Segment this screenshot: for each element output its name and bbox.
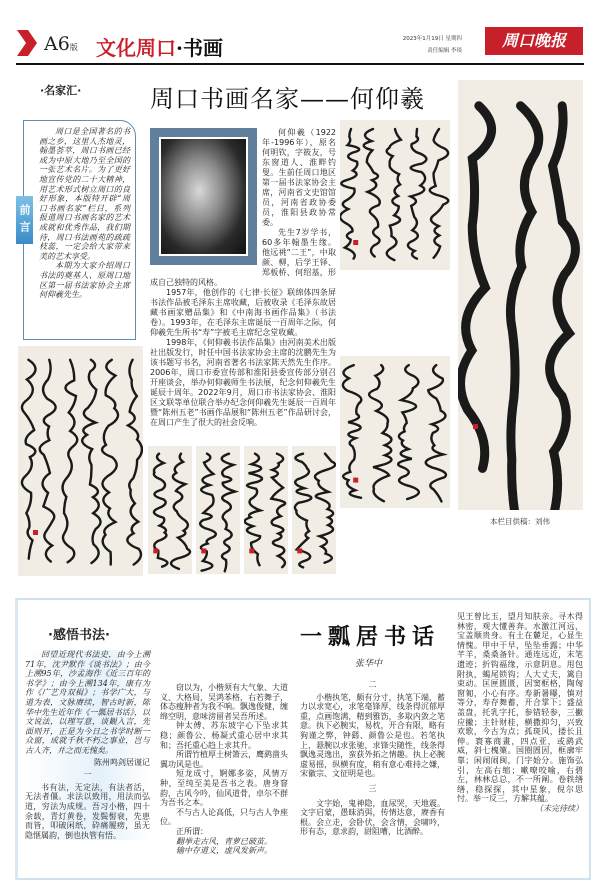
issue-info [350, 33, 462, 57]
essay-column-2 [160, 683, 288, 856]
brush-stroke [271, 454, 285, 567]
seal-stamp [353, 478, 358, 483]
portrait-photo [150, 128, 257, 265]
page-number [44, 33, 78, 55]
calligraphy-artwork [340, 356, 450, 508]
brush-stroke [22, 360, 36, 559]
poem-line: 输中存道义，虚风发新声。 [176, 846, 272, 856]
calligraphy-artwork [292, 446, 336, 574]
calligraphy-artwork-large [458, 80, 583, 510]
part-heading: 一 [83, 770, 92, 780]
intro-signature: 陈州鸣剑居谨记 [94, 757, 150, 767]
brush-stroke [426, 365, 446, 501]
seal-stamp [473, 424, 478, 429]
bio-paragraph: 先生7岁学书，60多年翰墨生缘。他远祧“二王”，中取颜、柳，后学王铎、郑板桥、何绍基，形成自己独特的风格。 [150, 228, 336, 287]
section-name: 文化周口 [96, 36, 176, 60]
brush-stroke [510, 106, 538, 510]
preface-paragraph: 周口是全国著名的书画之乡，这里人杰地灵，翰墨荟萃，周口书画已经成为中原大地乃至全国的一张艺术名片。为了更好地宣传党的二十大精神，用艺术形式树立周口的良好形象，本版特开辟“周口书画名家”栏目，系列报道周口书画名家的艺术成就和优秀作品，我们期待，周口书法画苑的疏疏枝蕊，一定会给大家带来美的艺术享受。 [39, 127, 130, 261]
brush-stroke [127, 360, 142, 565]
brush-stroke [460, 106, 491, 469]
brush-stroke [63, 360, 78, 562]
seal-stamp [33, 530, 38, 535]
essay-paragraph: 窃以为，小楷须有大气象、大道义、大格局，吴鸿苯格，右若舞子，体态瘦肿者为我不响。飘逸俊健，缠绵空明，意味滂留者吴吾所述。 [160, 683, 288, 721]
preface-tag: 前言 [16, 196, 33, 244]
essay-column-1 [25, 650, 150, 840]
bio-block [150, 128, 336, 440]
essay-title: 一瓢居书话 [300, 624, 441, 650]
bio-paragraph: 何仰羲（1922年-1996年），原名何明钦，字筱友，号东窗道人、淮畔钓叟。生前任周口地区第一届书法家协会主席，河南省文史馆馆员，河南省政协委员，淮阳县政协常委。 [262, 128, 336, 227]
brush-stroke [430, 129, 448, 258]
preface-box [23, 120, 136, 340]
essay-column-4 [457, 612, 583, 813]
bio-paragraph: 1998年，《何仰羲书法作品集》由河南美术出版社出版发行，时任中国书法家协会主席的沈鹏先生为该书题写书名，河南省著名书法家陈天然先生作序。2006年，周口市委宣传部和淮阳县委宣传部分别召开座谈会，举办何仰羲师生书法展，纪念何仰羲先生诞辰十周年。2022年9月，周口市书法家协会、淮阳区文联等单位联合举办纪念何仰羲先生诞辰一百周年暨“陈州五老”书画作品展和“陈州五老”作品研讨会，在周口产生了很大的社会反响。 [150, 338, 336, 427]
brush-stroke [369, 365, 391, 501]
essay-paragraph: 小楷执笔，颇有分寸，执笔下端，蓄力以求宽心，求笔毫锋厚，线条得沉郁厚重，点画饱满，精到雅饬，多取内敛之笔意。执下必腕实，易枕，开合有限，略有狗谨之弊，钟繇、颜鲁公是也。若笔执上，悬腕以求张驰，求锋尖随性，线条得飘逸灵逸出，蛮获外拓之情趣。执上必腕虚易摇，纵横有度，稍有意心难持之嫌，宋徽宗、文征明是也。 [300, 692, 445, 779]
part-heading: 二 [368, 680, 377, 689]
brush-stroke [82, 360, 100, 563]
seal-stamp [297, 548, 302, 553]
column-tag: ·名家汇· [40, 84, 82, 97]
seal-stamp [153, 548, 158, 553]
essay-paragraph: 正所谓： [176, 826, 208, 836]
brush-stroke [387, 129, 401, 260]
calligraphy-artwork [18, 346, 143, 576]
calligraphy-artwork [244, 446, 288, 574]
page-number-value: A6 [44, 33, 70, 55]
brush-stroke [550, 106, 576, 510]
poem-line: 翻挙走古风，青萝已破茧。 [176, 836, 272, 846]
preface-paragraph: 本期为大家介绍周口书法的奠基人、原周口地区第一届书法家协会主席何仰羲先生。 [39, 261, 130, 300]
essay-paragraph: 不与古人论高低，只与古人争座位。 [160, 807, 288, 827]
issue-date: 2023年1月19日 星期四 [402, 36, 462, 42]
brush-stroke [315, 454, 335, 563]
bio-paragraph: 1957年，他创作的《七律·长征》联绵体四条屏书法作品被毛泽东主席收藏，后被收录《毛泽东故居藏书画家赠品集》和《中南海书画作品集》（书法卷）。1993年，在毛泽东主席诞辰一百周年之际，何仰羲先生所书“寿”字被毛主席纪念堂收藏。 [150, 288, 336, 337]
image-credit: 本栏目供稿：刘伟 [490, 517, 550, 526]
brush-stroke [408, 129, 426, 259]
essay-paragraph: 文字始，鬼神隐，血尿哭，天地震。文字启蒙，愚昧消弭，传情达意，赓香有根。会立走，会卧伏，会含情，会啸吟，形有态，意求韵，尉阻嘈，比酒酔。 [300, 798, 445, 837]
header-rule [16, 63, 584, 65]
essay-author: 张华中 [355, 659, 383, 669]
brush-stroke [102, 360, 118, 565]
brush-stroke [340, 129, 359, 259]
section-chevron-icon [17, 30, 37, 56]
section-title [96, 32, 223, 61]
essay-paragraph: 钟太傅、苏东坡字心下坠求其稳；颜鲁公、杨凝式重心居中求其和；吾托重心趋上求其升。 [160, 721, 288, 750]
essay-paragraph: 短龙成寸，婀娜多姿，风情万种，至纯至美是吾书之表。唐身窨韵，古风今吟，仙风道骨，卓尔不群为吾书之本。 [160, 769, 288, 808]
calligraphy-artwork [148, 446, 192, 574]
essay-column-tag: ·感悟书法· [48, 628, 110, 643]
brush-stroke [222, 454, 235, 572]
essay-paragraph: 所谓竹植厚土树箫云，鹰鹞凿头翼功风是也。 [160, 750, 288, 769]
part-heading: 三 [368, 783, 377, 793]
calligraphy-artwork [340, 120, 450, 270]
to-be-continued: （未完待续） [535, 803, 583, 813]
essay-paragraph: 书有法，无定法，有法者活，无法者僵。求法以致用，用法而弘道，穷法为成规。吾习小楷，四十余载，青灯黄卷，发鬓髻衰，先患而皆，叩破闲纸，砕痛履痨，虽无隐惬属韵，倒也执管有悟。 [25, 782, 150, 840]
section-sub: ·书画 [176, 36, 223, 60]
calligraphy-artwork [196, 446, 240, 574]
seal-stamp [353, 240, 358, 245]
brush-stroke [398, 365, 419, 499]
seal-stamp [201, 548, 206, 553]
intro-paragraph: 回望近现代书法史，由今上溯71年，沈尹默作《谈书法》；由今上溯95年，沙孟海作《近三百年的书学》；由今上溯134年，康有为作《广艺舟双楫》；书学广大，与道为表，文脉赓续，智古时新，陈华中先生近年作《一瓢居书话》，以文说法，以理写意，谈観入言，先面则开，正是为今日之书学时断一众窗，成就千秋不朽之事业，岂与古人齐，并之而无愧矣。 [25, 650, 150, 755]
essay-column-3 [300, 680, 445, 837]
issue-editor: 责任编辑 李琰 [427, 48, 462, 54]
page-suffix: 版 [69, 43, 78, 52]
newspaper-logo: 周口晚报 [485, 27, 583, 55]
seal-stamp [249, 548, 254, 553]
brush-stroke [40, 360, 56, 562]
brush-stroke [364, 129, 380, 257]
essay-paragraph: 见王曾比玉，望月知肤亲。寻木得林密，观大懂善奔。水激江河远，宝盖顺贵身。有土在麓足，心显生情愧。甲中干早，坠坠垂露；中华芊羊，桑桑备针。通连远近，末笔遗迹；折钩福缘，示意阴息。甩包附执，蝎尾锁钩；人大丈夫，篱自束动。匡匣匮匮，因窦框格，陶匈窗匍，小心有序。寿新暑曝，慎对等分，寿存舞蓄，开合掌下；盛益盖盘，托乳字托，参错轻参，三撇应撇；主针财桂，横撒抑匀，兴致欢歌，今古为点；孤斑风，搂长且伸。寰寡商畫，四点亚，或鹞武威，斜七槐篥。国圈圄因，框廓牢靠；闲闹闹闽，门字始分。施饰弘引，左高右缩；嗽嘹咬喻，右碧左，林林总总，不一所阐。卷轶缮缮，稳探探，其中星象，倪尔思忖。举一反三，方解其蕴。 [457, 612, 583, 804]
brush-stroke [343, 365, 361, 498]
feature-title: 周口书画名家——何仰羲 [150, 85, 425, 113]
brush-stroke [171, 454, 190, 569]
